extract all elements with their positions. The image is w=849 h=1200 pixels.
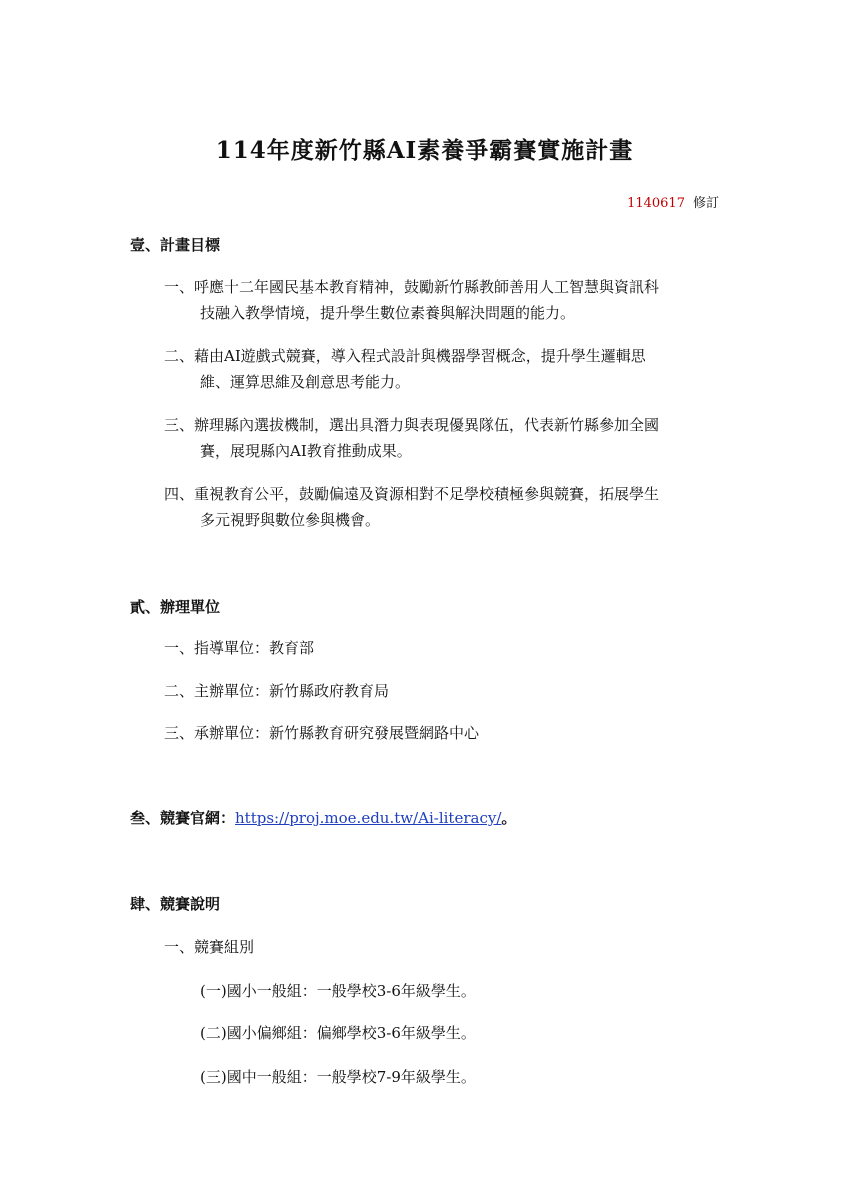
section-website xyxy=(130,807,516,828)
goal-item-2 xyxy=(164,343,724,395)
organizer-item-3: 三、承辦單位：新竹縣教育研究發展暨網路中心 xyxy=(164,724,480,742)
goal-item-3-line2: 賽，展現縣內AI教育推動成果。 xyxy=(200,442,412,460)
goal-item-4-line2: 多元視野與數位參與機會。 xyxy=(200,511,381,529)
revision-note xyxy=(627,192,719,211)
competition-item-1: 一、競賽組別 xyxy=(164,938,255,956)
goal-item-3 xyxy=(164,412,724,464)
goal-item-3-line1: 三、辦理縣內選拔機制，選出具潛力與表現優異隊伍，代表新竹縣參加全國 xyxy=(164,416,660,434)
organizer-item-2: 二、主辦單位：新竹縣政府教育局 xyxy=(164,682,390,700)
section-heading-website: 叁、競賽官網： xyxy=(130,809,236,827)
group-item-2: (二)國小偏鄉組：偏鄉學校3-6年級學生。 xyxy=(200,1024,476,1042)
goal-item-1 xyxy=(164,274,724,326)
section-heading-competition: 肆、競賽說明 xyxy=(130,895,221,913)
section-heading-goals: 壹、計畫目標 xyxy=(130,236,221,254)
revision-code: 1140617 xyxy=(627,196,685,211)
goal-item-4-line1: 四、重視教育公平，鼓勵偏遠及資源相對不足學校積極參與競賽，拓展學生 xyxy=(164,485,660,503)
group-item-3: (三)國中一般組：一般學校7-9年級學生。 xyxy=(200,1068,476,1086)
goal-item-2-line2: 維、運算思維及創意思考能力。 xyxy=(200,373,411,391)
website-link[interactable]: https://proj.moe.edu.tw/Ai-literacy/ xyxy=(235,809,502,827)
goal-item-4 xyxy=(164,481,724,533)
section-heading-organizers: 貳、辦理單位 xyxy=(130,598,221,616)
page-title: 114年度新竹縣AI素養爭霸賽實施計畫 xyxy=(215,137,634,164)
revision-label: 修訂 xyxy=(692,196,719,211)
goal-item-1-line2: 技融入教學情境，提升學生數位素養與解決問題的能力。 xyxy=(200,304,576,322)
website-suffix: 。 xyxy=(501,809,517,827)
goal-item-2-line1: 二、藉由AI遊戲式競賽，導入程式設計與機器學習概念，提升學生邏輯思 xyxy=(164,347,646,365)
goal-item-1-line1: 一、呼應十二年國民基本教育精神，鼓勵新竹縣教師善用人工智慧與資訊科 xyxy=(164,278,660,296)
group-item-1: (一)國小一般組：一般學校3-6年級學生。 xyxy=(200,982,476,1000)
organizer-item-1: 一、指導單位：教育部 xyxy=(164,639,315,657)
